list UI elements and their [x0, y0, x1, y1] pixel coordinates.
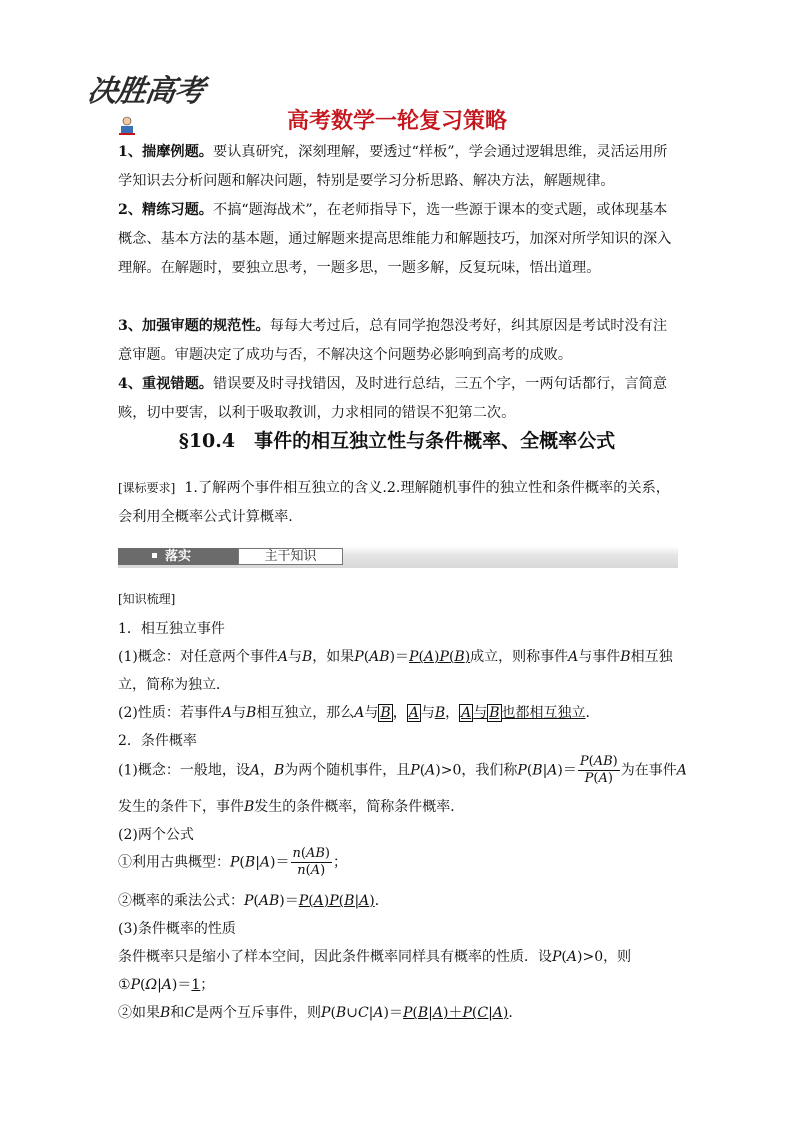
- s2-property-1: ①P(Ω|A)＝1；: [118, 977, 215, 993]
- s2-title: 2．条件概率: [118, 733, 197, 749]
- fraction: $\frac{P(AB)}{P(A)}$: [579, 754, 618, 786]
- s2-formula-1: ①利用古典概型：P(B|A)＝ $\frac{n(AB)}{n(A)}$ ；: [118, 846, 347, 878]
- s2-definition: (1)概念：一般地，设A，B为两个随机事件，且P(A)>0，我们称P(B|A)＝ $\frac{P(AB)}{P(A)}$ 为在事件A: [118, 754, 687, 786]
- curriculum-requirements: [118, 474, 678, 532]
- s1-property: (2)性质：若事件A与B相互独立，那么A与 B ， A 与B， A 与 B 也都相互独立．: [118, 705, 600, 721]
- section-title: §10.4 事件的相互独立性与条件概率、全概率公式: [178, 430, 616, 452]
- s2-property-2: ②如果B和C是两个互斥事件，则P(B∪C|A)＝P(B|A)＋P(C|A)．: [118, 1005, 523, 1021]
- strategy-item-3: 3、加强审题的规范性。每每大考过后，总有同学抱怨没考好，纠其原因是考试时没有注意审题。审题决定了成功与否，不解决这个问题势必影响到高考的成败。: [118, 318, 668, 363]
- page-title: 高考数学一轮复习策略: [286, 109, 507, 134]
- s2-formula-2: ②概率的乘法公式：P(AB)＝P(A)P(B|A)．: [118, 893, 389, 909]
- band-light-label: 主干知识: [238, 548, 343, 565]
- strategy-item-1: 1、揣摩例题。要认真研究，深刻理解，要透过“样板”，学会通过逻辑思维，灵活运用所学知识去分析问题和解决问题，特别是要学习分析思路、解决方法，解题规律。: [118, 144, 668, 189]
- strategy-item-4: 4、重视错题。错误要及时寻找错因，及时进行总结，三五个字，一两句话都行，言简意赅，切中要害，以利于吸取教训，力求相同的错误不犯第二次。: [118, 376, 668, 421]
- requirements-tag: [课标要求]: [118, 481, 176, 495]
- requirements-text: 1.了解两个事件相互独立的含义.2.理解随机事件的独立性和条件概率的关系，会利用全概率公式计算概率.: [118, 480, 670, 525]
- logo-text: 决胜高考: [85, 74, 206, 109]
- s1-definition: (1)概念：对任意两个事件A与B，如果P(AB)＝P(A)P(B)成立，则称事件A与事件B相互独: [118, 649, 673, 665]
- s1-definition-cont: 立，简称为独立．: [118, 677, 230, 693]
- section-band: [118, 546, 678, 568]
- s2-property-title: (3)条件概率的性质: [118, 921, 236, 937]
- s1-title: 1．相互独立事件: [118, 621, 225, 637]
- strategy-item-2: 2、精练习题。不搞“题海战术”，在老师指导下，选一些源于课本的变式题，或体现基本概念、基本方法的基本题，通过解题来提高思维能力和解题技巧，加深对所学知识的深入理解。在解题时，要独立思考，一题多思，一题多解，反复玩味，悟出道理。: [118, 202, 672, 276]
- s2-property-text: 条件概率只是缩小了样本空间，因此条件概率同样具有概率的性质．设P(A)>0，则: [118, 949, 632, 965]
- s2-formulas-title: (2)两个公式: [118, 827, 194, 843]
- s2-definition-cont: 发生的条件下，事件B发生的条件概率，简称条件概率．: [118, 799, 465, 815]
- knowledge-heading: [知识梳理]: [118, 592, 176, 606]
- band-dark-label: 落实: [118, 548, 238, 565]
